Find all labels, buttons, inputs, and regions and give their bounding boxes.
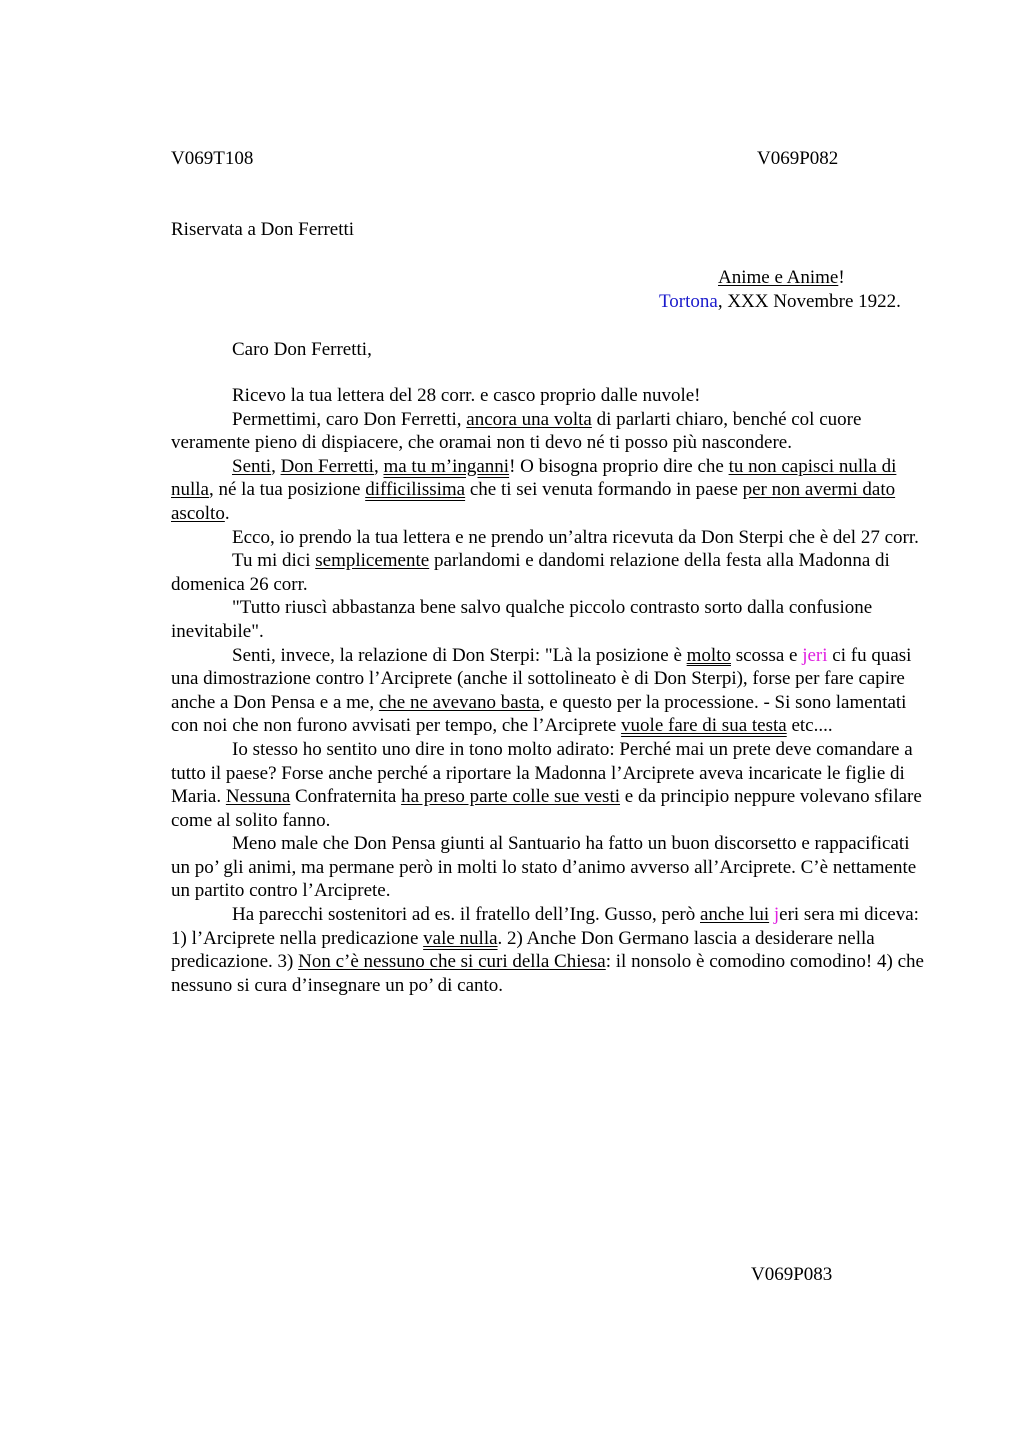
underlined-text: ancora una volta [466,408,592,430]
archive-code-bottom: V069P083 [751,1264,833,1285]
text-run: e da principio neppure volevano sfilare come al solito fanno. [171,786,922,831]
underlined-text: tu non capisci nulla di nulla [171,455,897,501]
text-run: ci fu quasi una dimostrazione contro l’Arciprete (anche il sottolineato è di Don Sterpi), forse per fare capire anche a Don Pensa e a me, [171,644,912,713]
motto [718,266,845,290]
text-run: : il nonsolo è comodino comodino! 4) che nessuno si cura d’insegnare un po’ di canto. [171,951,924,996]
underlined-text: Don Ferretti [280,455,374,477]
highlighted-word: jeri [802,644,828,666]
underlined-text: anche lui [700,904,770,926]
text-run: ! O bisogna proprio dire che [509,455,729,477]
text-run: Tu mi dici [232,550,316,572]
text-run: etc.... [786,715,833,737]
text-run: eri sera mi diceva: 1) l’Arciprete nella predicazione [171,904,919,949]
underlined-text: Non c’è nessuno che si curi della Chiesa [298,951,606,973]
highlighted-letter: j [773,904,780,926]
paragraph-2 [171,408,931,455]
motto-exclamation: ! [838,267,845,288]
double-underlined-text: molto [686,644,731,666]
double-underlined-text: ma tu m’inganni [383,455,510,477]
paragraph-9 [171,832,931,903]
text-run: , [373,455,384,477]
text-run: Ricevo la tua lettera del 28 corr. e casco proprio dalle nuvole! [232,385,701,406]
paragraph-10 [171,903,931,997]
text-run: Ecco, io prendo la tua lettera e ne prendo un’altra ricevuta da Don Sterpi che è del 27 corr. [232,526,919,548]
text-run: scossa e [730,644,803,666]
underlined-text: Senti [232,455,272,477]
paragraph-1 [171,384,931,408]
letter-body [171,384,931,997]
text-run: Permettimi, caro Don Ferretti, [232,408,467,430]
text-run: Ha parecchi sostenitori ad es. il fratello dell’Ing. Gusso, però [232,904,700,926]
text-run: Io stesso ho sentito uno dire in tono molto adirato: Perché mai un prete deve comandare a tutto il paese? Forse anche perché a riportare la Madonna l’Arciprete aveva incaricate le figlie di Maria. [171,738,913,808]
paragraph-7 [171,644,931,738]
text-run: Meno male che Don Pensa giunti al Santuario ha fatto un buon discorsetto e rappacificati un po’ gli animi, ma permane però in molti lo stato d’animo avverso all’Arciprete. C’è nettamente un partito contro l’Arciprete. [171,833,917,902]
underlined-text: per non avermi dato ascolto [171,479,896,524]
dateline-place: Tortona [659,291,718,312]
text-run: Senti, invece, la relazione di Don Sterpi: "Là la posizione è [232,644,687,666]
paragraph-6 [171,596,931,643]
archive-code-left: V069T108 [171,148,254,169]
text-run: di parlarti chiaro, benché col cuore veramente pieno di dispiacere, che oramai non ti devo né ti posso più nascondere. [171,408,862,454]
double-underlined-text: difficilissima [365,479,466,501]
double-underlined-text: vuole fare di sua testa [621,715,787,737]
text-run: , e questo per la processione. - Si sono lamentati con noi che non furono avvisati per tempo, che l’Arciprete [171,691,907,737]
paragraph-8 [171,738,931,832]
motto-text: Anime e Anime [718,267,839,288]
underlined-text: che ne avevano basta [378,691,540,713]
dateline [659,290,901,314]
text-run: , [271,455,281,477]
archive-code-right: V069P082 [757,148,839,169]
double-underlined-text: vale nulla [423,927,498,949]
underlined-text: Nessuna [225,786,291,808]
underlined-text: ha preso parte colle sue vesti [401,786,621,808]
text-run: parlandomi e dandomi relazione della festa alla Madonna di domenica 26 corr. [171,550,890,595]
paragraph-5 [171,549,931,596]
reserved-note: Riservata a Don Ferretti [171,219,355,240]
text-run: . [224,502,230,524]
dateline-date: , XXX Novembre 1922. [717,291,901,312]
underlined-text: semplicemente [315,550,430,572]
text-run: che ti sei venuta formando in paese [465,479,743,501]
text-run: "Tutto riuscì abbastanza bene salvo qualche piccolo contrasto sorto dalla confusione inevitabile". [171,597,873,642]
paragraph-3 [171,455,931,526]
paragraph-4 [171,526,931,550]
text-run: , né la tua posizione [209,479,366,501]
salutation: Caro Don Ferretti, [232,339,372,360]
text-run: Confraternita [290,786,402,808]
text-run: . 2) Anche Don Germano lascia a desiderare nella predicazione. 3) [171,927,875,973]
